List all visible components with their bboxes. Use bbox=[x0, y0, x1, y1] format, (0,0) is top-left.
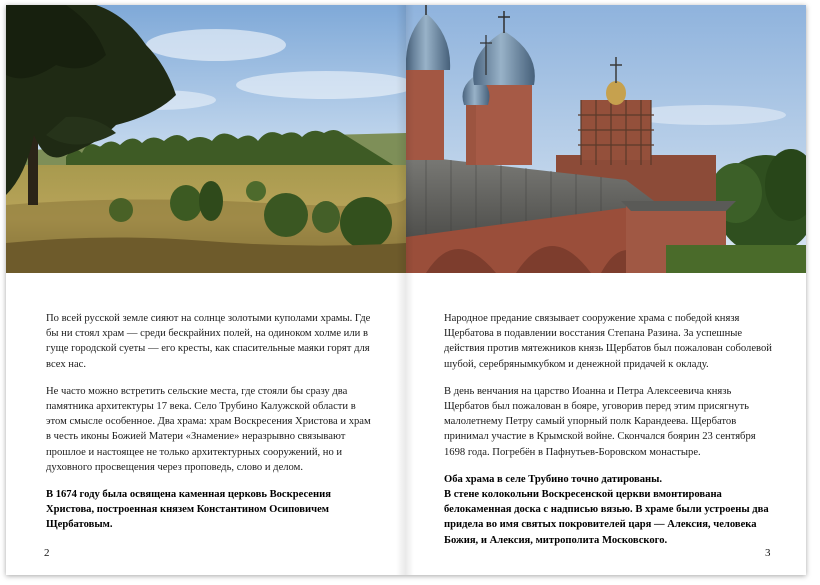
right-page-text bbox=[444, 311, 778, 560]
paragraph-bold: Оба храма в селе Трубино точно датированы. В стене колокольни Воскресенской церкви вмонтирована белокаменная доска с надписью вязью. В храме были устроены два придела во имя святых покровителей царя — Алексия, человека Божия, и Алексия, митрополита Московского. bbox=[444, 473, 769, 546]
church-photo bbox=[406, 5, 806, 273]
paragraph: Народное предание связывает сооружение храма с победой князя Щербатова в подавлении восстания Степана Разина. За успешные действия против мятежников князь Щербатов был пожалован соболевой шубой, серебрянымкубком и денежной придачей к окладу. bbox=[444, 313, 772, 370]
paragraph: В день венчания на царство Иоанна и Петра Алексеевича князь Щербатов был пожалован в бояре, уговорив перед этим присягнуть малолетнему Петру самый упорный полк Карандеева. Щербатов принимал участие в Крымской войне. Скончался боярин 23 сентября 1698 года. Погребён в Пафнутьев-Боровском монастыре. bbox=[444, 385, 756, 458]
left-page bbox=[6, 5, 406, 575]
book-spread bbox=[6, 5, 806, 575]
left-page-text bbox=[46, 311, 372, 545]
paragraph: Не часто можно встретить сельские места, где стояли бы сразу два памятника архитектуры 17 века. Село Трубино Калужской области в этом смысле особенное. Два храма: храм Воскресения Христова и храм в честь иконы Божией Матери «Знамение» неразрывно связывают прошлое и настоящее не только архитектурных сооружений, но и духовного просвещения через проповедь, слово и делом. bbox=[46, 385, 371, 473]
paragraph-bold: В 1674 году была освящена каменная церковь Воскресения Христова, построенная князем Константином Осиповичем Щербатовым. bbox=[46, 489, 331, 531]
page-number: 3 bbox=[765, 547, 771, 559]
paragraph: По всей русской земле сияют на солнце золотыми куполами храмы. Где бы ни стоял храм — среди бескрайних полей, на одиноком холме или в гуще городской суеты — его кресты, как спасительные маяки горят для всех нас. bbox=[46, 313, 371, 370]
right-page bbox=[406, 5, 806, 575]
page-number: 2 bbox=[44, 547, 50, 559]
landscape-photo bbox=[6, 5, 406, 273]
